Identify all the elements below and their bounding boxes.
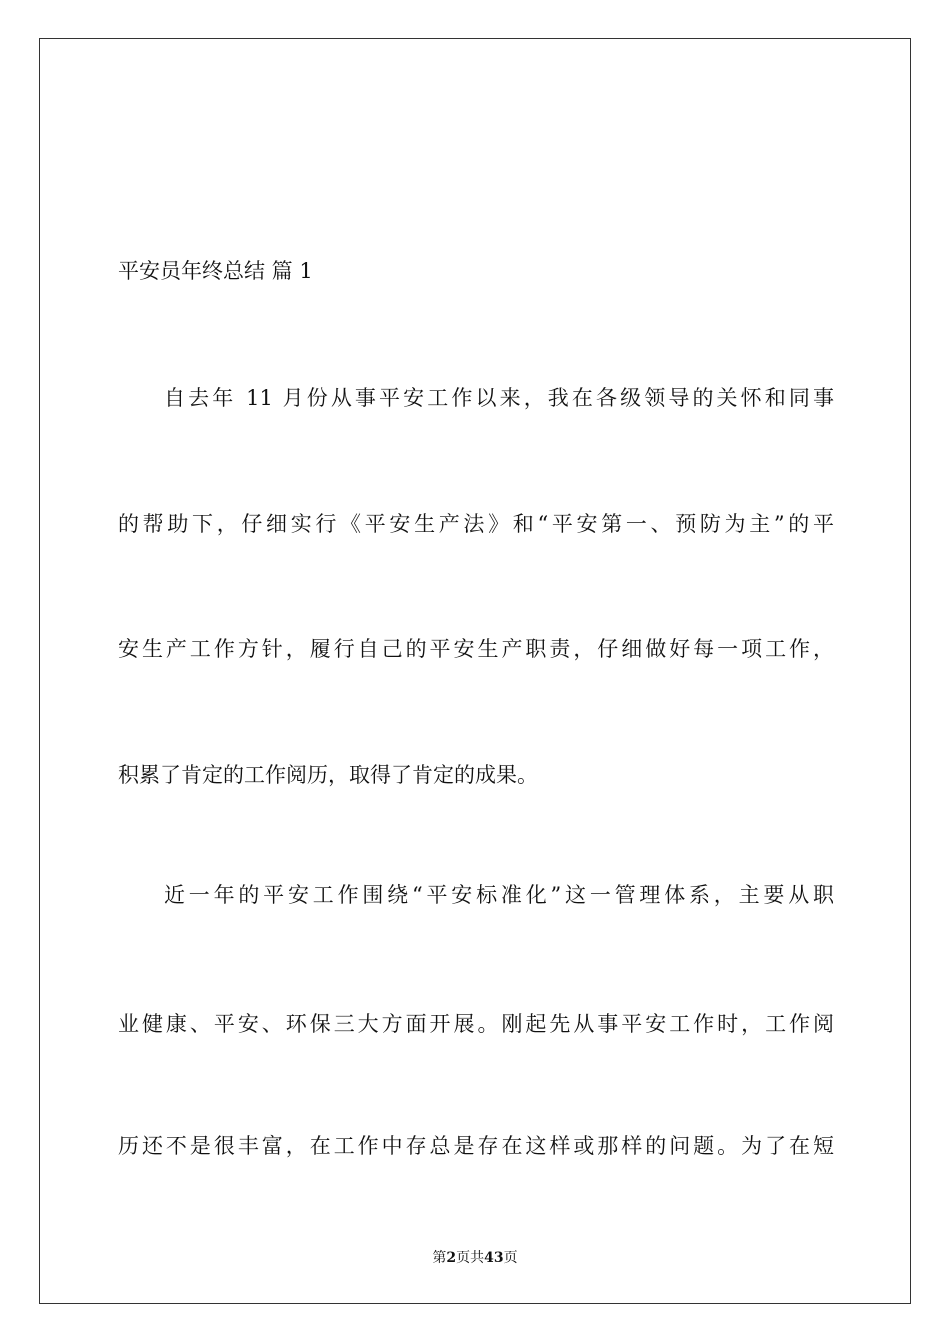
paragraph-1-line-3: 安生产工作方针，履行自己的平安生产职责，仔细做好每一项工作， [118, 637, 834, 661]
paragraph-1-line-2: 的帮助下，仔细实行《平安生产法》和“平安第一、预防为主”的平 [118, 512, 834, 536]
page-border [39, 38, 911, 1304]
section-heading: 平安员年终总结 篇 1 [118, 259, 313, 283]
footer-total-suffix: 页 [503, 1250, 518, 1266]
footer-page-suffix: 页 [456, 1250, 471, 1266]
page-footer [0, 1248, 950, 1268]
footer-page-current: 2 [446, 1250, 457, 1266]
footer-page-total: 43 [484, 1250, 504, 1266]
paragraph-2-line-2: 业健康、平安、环保三大方面开展。刚起先从事平安工作时，工作阅 [118, 1012, 834, 1036]
footer-page-prefix: 第 [432, 1250, 447, 1266]
paragraph-1-line-4: 积累了肯定的工作阅历，取得了肯定的成果。 [118, 763, 538, 787]
paragraph-2-line-1: 近一年的平安工作围绕“平安标准化”这一管理体系，主要从职 [164, 883, 834, 907]
paragraph-1-line-1: 自去年 11 月份从事平安工作以来，我在各级领导的关怀和同事 [164, 386, 834, 410]
paragraph-2-line-3: 历还不是很丰富，在工作中存总是存在这样或那样的问题。为了在短 [118, 1134, 834, 1158]
footer-total-prefix: 共 [470, 1250, 485, 1266]
